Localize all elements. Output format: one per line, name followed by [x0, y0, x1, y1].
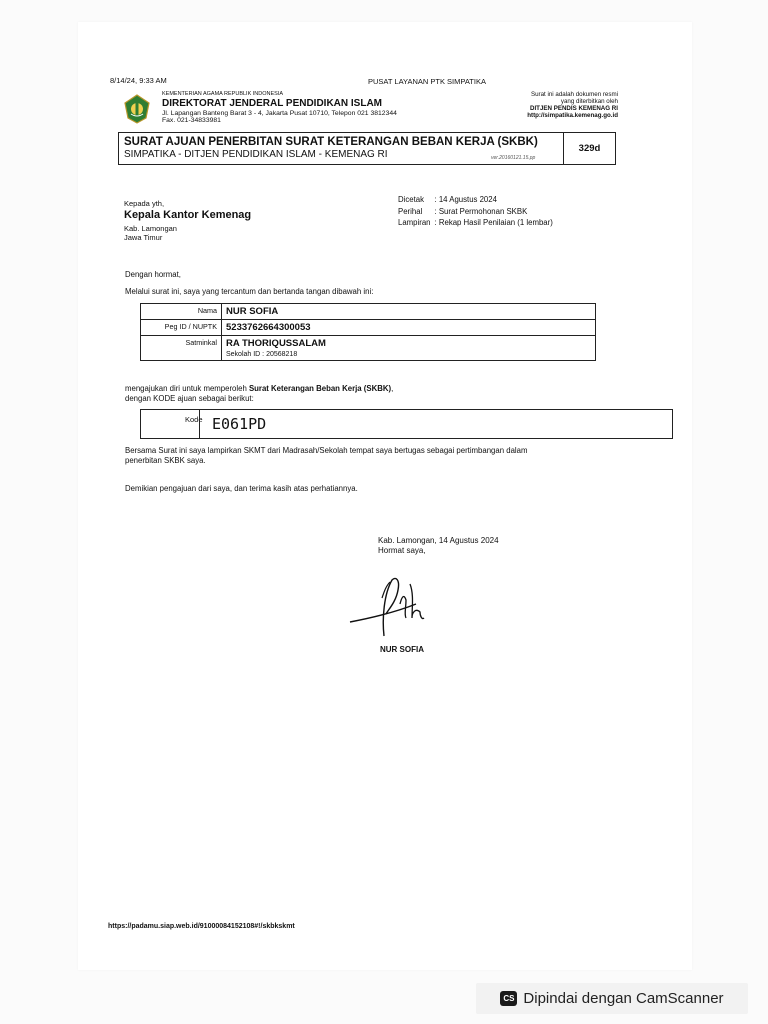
- meta-label: Lampiran: [398, 218, 431, 228]
- note-line: yang diterbitkan oleh: [560, 98, 618, 106]
- camscanner-label: Dipindai dengan CamScanner: [523, 990, 724, 1007]
- peg-id-value: 5233762664300053: [226, 322, 311, 333]
- table-row: [141, 304, 596, 320]
- recipient-greeting: Kepada yth,: [124, 199, 165, 208]
- print-timestamp: 8/14/24, 9:33 AM: [110, 76, 167, 85]
- letterhead-address: Jl. Lapangan Banteng Barat 3 - 4, Jakarta Pusat 10710, Telepon 021 3812344: [162, 110, 397, 117]
- document-subtitle: SIMPATIKA - DITJEN PENDIDIKAN ISLAM - KEMENAG RI: [124, 149, 388, 160]
- sekolah-id: Sekolah ID : 20568218: [226, 351, 298, 358]
- camscanner-icon: CS: [500, 991, 517, 1006]
- document-title: SURAT AJUAN PENERBITAN SURAT KETERANGAN BEBAN KERJA (SKBK): [124, 136, 538, 148]
- signer-name: NUR SOFIA: [380, 645, 424, 654]
- meta-label: Dicetak: [398, 195, 424, 204]
- letter-meta: [396, 193, 557, 230]
- kemenag-logo-icon: [123, 94, 151, 124]
- meta-row: [398, 195, 555, 205]
- meta-row: [398, 218, 555, 228]
- sign-place-date: Kab. Lamongan, 14 Agustus 2024: [378, 536, 499, 545]
- sign-regards: Hormat saya,: [378, 546, 426, 556]
- nama-value: NUR SOFIA: [226, 306, 279, 317]
- letterhead: [162, 91, 397, 124]
- camscanner-watermark: [476, 983, 748, 1014]
- note-line: DITJEN PENDIS KEMENAG RI: [529, 105, 618, 113]
- peg-id-label: Peg ID / NUPTK: [141, 320, 222, 336]
- meta-value: : 14 Agustus 2024: [434, 195, 497, 204]
- salutation: Dengan hormat,: [125, 270, 181, 279]
- request-text-post: ,: [391, 384, 394, 393]
- recipient-block: [124, 199, 251, 242]
- kode-label: Kode: [185, 415, 203, 424]
- handwritten-signature: [346, 574, 446, 646]
- attachment-text: [125, 446, 527, 466]
- applicant-identity-table: [140, 303, 596, 361]
- request-text-pre: mengajukan diri untuk memperoleh: [125, 384, 249, 393]
- official-document-note: [527, 91, 618, 120]
- directorate-name: DIREKTORAT JENDERAL PENDIDIKAN ISLAM: [162, 98, 383, 109]
- request-text: [125, 384, 393, 404]
- meta-label: Perihal: [398, 206, 423, 216]
- document-code: 329d: [563, 133, 615, 164]
- closing-text: Demikian pengajuan dari saya, dan terima kasih atas perhatiannya.: [125, 484, 358, 493]
- nama-label: Nama: [141, 304, 222, 320]
- meta-value: : Surat Permohonan SKBK: [434, 206, 528, 216]
- letterhead-fax: Fax. 021-34833981: [162, 117, 221, 124]
- footer-url: https://padamu.siap.web.id/91000084152108#!/skbkskmt: [108, 923, 295, 930]
- table-row: [141, 320, 596, 336]
- document-title-box: [118, 132, 616, 165]
- request-text-line2: dengan KODE ajuan sebagai berikut:: [125, 394, 254, 404]
- recipient-province: Jawa Timur: [124, 233, 163, 243]
- intro-text: Melalui surat ini, saya yang tercantum dan bertanda tangan dibawah ini:: [125, 287, 374, 296]
- kode-box: [140, 409, 673, 439]
- ministry-name: KEMENTERIAN AGAMA REPUBLIK INDONESIA: [162, 91, 284, 97]
- kode-divider: [199, 410, 200, 438]
- note-line: Surat ini adalah dokumen resmi: [530, 91, 618, 98]
- attachment-line: Bersama Surat ini saya lampirkan SKMT dari Madrasah/Sekolah tempat saya bertugas sebagai pertimbangan dalam: [125, 446, 528, 455]
- satminkal-value: RA THORIQUSSALAM: [226, 338, 326, 349]
- document-version: ver.20160121.15.pp: [491, 155, 536, 161]
- table-row: [141, 336, 596, 361]
- request-text-bold: Surat Keterangan Beban Kerja (SKBK): [248, 384, 392, 393]
- satminkal-label: Satminkal: [141, 336, 222, 361]
- meta-value: : Rekap Hasil Penilaian (1 lembar): [434, 218, 553, 228]
- print-header-title: PUSAT LAYANAN PTK SIMPATIKA: [368, 77, 486, 86]
- meta-row: [398, 207, 555, 217]
- note-line: http://simpatika.kemenag.go.id: [527, 112, 618, 120]
- attachment-line: penerbitan SKBK saya.: [125, 456, 206, 466]
- recipient-name: Kepala Kantor Kemenag: [124, 209, 252, 221]
- recipient-city: Kab. Lamongan: [124, 224, 177, 234]
- signature-place-date: [378, 536, 499, 557]
- scanned-document-page: [78, 22, 692, 970]
- kode-value: E061PD: [212, 415, 267, 433]
